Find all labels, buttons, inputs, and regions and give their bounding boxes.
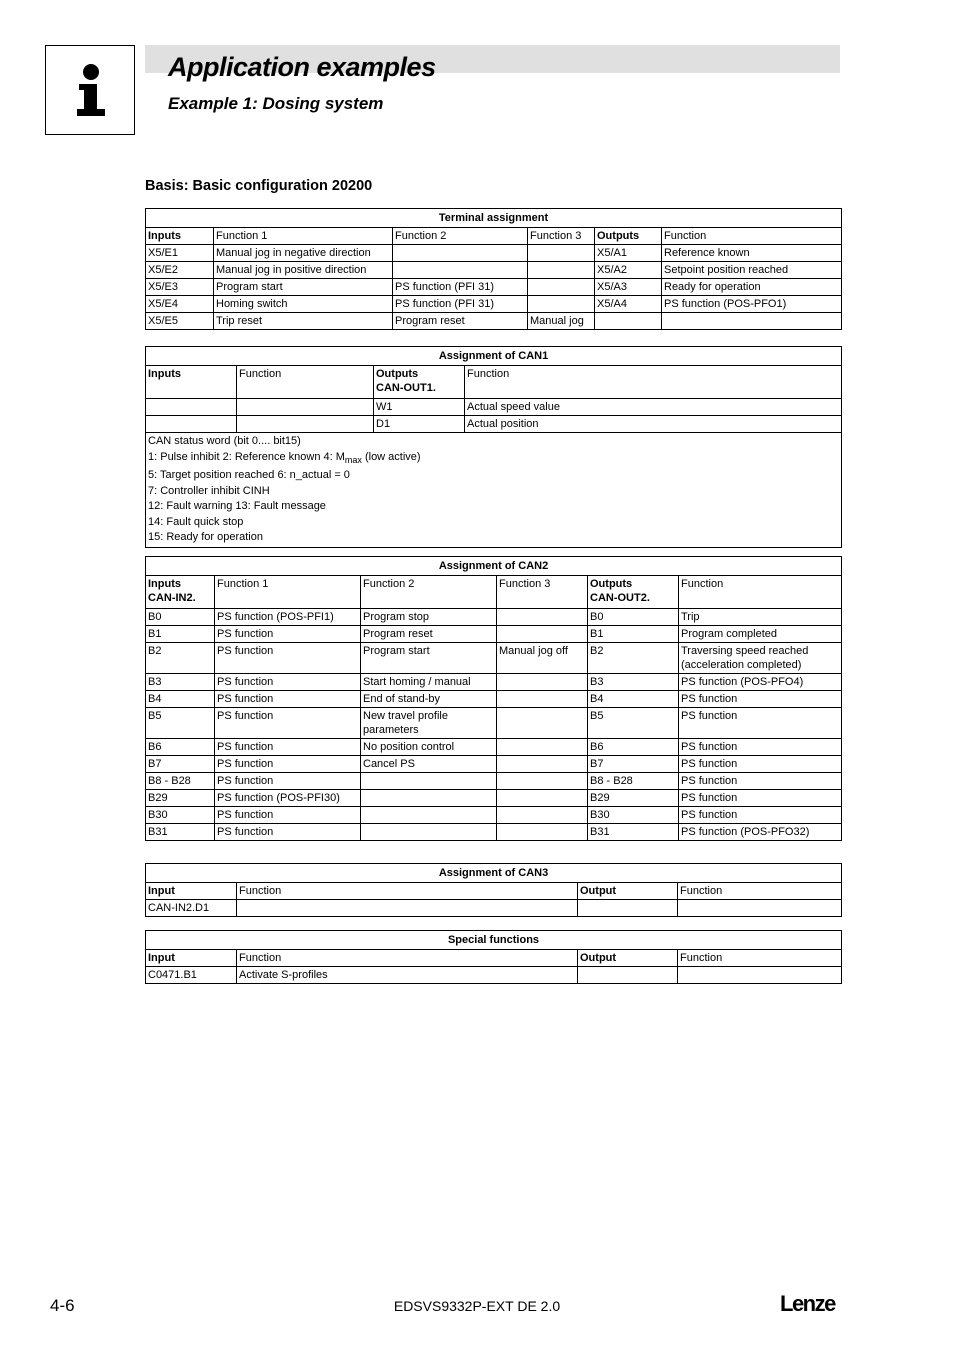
table-cell: PS function (PFI 31) bbox=[393, 279, 528, 296]
table-cell: Homing switch bbox=[214, 296, 393, 313]
table-cell: PS function bbox=[215, 643, 361, 674]
column-header: Function bbox=[237, 950, 578, 967]
table-row bbox=[146, 807, 842, 824]
table-cell: B7 bbox=[146, 756, 215, 773]
table-cell: X5/E5 bbox=[146, 313, 214, 330]
table-cell: PS function (POS-PFO1) bbox=[662, 296, 842, 313]
column-header: Function bbox=[237, 366, 374, 399]
table-cell: B8 - B28 bbox=[588, 773, 679, 790]
table-cell: Trip reset bbox=[214, 313, 393, 330]
column-header: Inputs bbox=[146, 366, 237, 399]
table-row bbox=[146, 279, 842, 296]
column-header: Input bbox=[146, 883, 237, 900]
table-row bbox=[146, 296, 842, 313]
table-row bbox=[146, 416, 842, 433]
table-cell bbox=[678, 967, 842, 984]
column-header: Function 1 bbox=[214, 228, 393, 245]
table-cell: PS function bbox=[679, 691, 842, 708]
table-cell: PS function bbox=[679, 708, 842, 739]
table-cell: Trip bbox=[679, 609, 842, 626]
column-header: Function 3 bbox=[528, 228, 595, 245]
table-row bbox=[146, 609, 842, 626]
page-subtitle: Example 1: Dosing system bbox=[168, 94, 384, 113]
table-cell: B3 bbox=[588, 674, 679, 691]
table-cell bbox=[497, 756, 588, 773]
table-cell bbox=[528, 262, 595, 279]
column-header: Function bbox=[678, 950, 842, 967]
table-cell bbox=[678, 900, 842, 917]
table-cell: Ready for operation bbox=[662, 279, 842, 296]
table-cell: Program reset bbox=[361, 626, 497, 643]
table-cell: End of stand-by bbox=[361, 691, 497, 708]
table-cell: X5/A1 bbox=[595, 245, 662, 262]
can2-assignment-table bbox=[145, 556, 842, 841]
table-cell bbox=[497, 708, 588, 739]
table-cell: B5 bbox=[588, 708, 679, 739]
table-cell bbox=[497, 739, 588, 756]
table-cell bbox=[361, 790, 497, 807]
table-row bbox=[146, 313, 842, 330]
table-cell: B0 bbox=[146, 609, 215, 626]
table-cell: PS function bbox=[679, 790, 842, 807]
table-cell: Actual speed value bbox=[465, 399, 842, 416]
table-cell bbox=[497, 691, 588, 708]
table-cell: B4 bbox=[146, 691, 215, 708]
table-cell: PS function bbox=[679, 756, 842, 773]
table-cell: B7 bbox=[588, 756, 679, 773]
table-cell: X5/E4 bbox=[146, 296, 214, 313]
table-cell bbox=[361, 773, 497, 790]
table-cell: PS function (PFI 31) bbox=[393, 296, 528, 313]
table-cell: Program reset bbox=[393, 313, 528, 330]
column-header: Inputs bbox=[146, 228, 214, 245]
table-cell: New travel profile parameters bbox=[361, 708, 497, 739]
table-cell bbox=[361, 824, 497, 841]
table-cell: PS function bbox=[215, 773, 361, 790]
special-functions-table bbox=[145, 930, 842, 984]
table-cell: B8 - B28 bbox=[146, 773, 215, 790]
table-cell bbox=[578, 900, 678, 917]
table-cell: PS function bbox=[215, 807, 361, 824]
table-cell: B3 bbox=[146, 674, 215, 691]
table-cell: Manual jog in positive direction bbox=[214, 262, 393, 279]
column-header: Output bbox=[578, 950, 678, 967]
table-cell bbox=[497, 790, 588, 807]
column-header: Function 2 bbox=[393, 228, 528, 245]
table-cell bbox=[497, 626, 588, 643]
table-row bbox=[146, 399, 842, 416]
table-cell bbox=[595, 313, 662, 330]
table-cell bbox=[237, 416, 374, 433]
table-cell: PS function bbox=[215, 708, 361, 739]
table-row bbox=[146, 708, 842, 739]
table-cell: PS function bbox=[215, 756, 361, 773]
column-header: Function bbox=[465, 366, 842, 399]
page-number: 4-6 bbox=[50, 1296, 75, 1315]
column-header: Function 1 bbox=[215, 576, 361, 609]
table-cell: PS function bbox=[679, 807, 842, 824]
table-row bbox=[146, 739, 842, 756]
table-cell: B5 bbox=[146, 708, 215, 739]
table-cell: B29 bbox=[146, 790, 215, 807]
table-cell: X5/A4 bbox=[595, 296, 662, 313]
table-cell bbox=[528, 296, 595, 313]
table-cell: CAN-IN2.D1 bbox=[146, 900, 237, 917]
table-row bbox=[146, 790, 842, 807]
table-cell: Traversing speed reached (acceleration completed) bbox=[679, 643, 842, 674]
table-cell: B1 bbox=[146, 626, 215, 643]
table-row bbox=[146, 824, 842, 841]
table-row bbox=[146, 900, 842, 917]
table-cell: X5/E1 bbox=[146, 245, 214, 262]
table-row bbox=[146, 691, 842, 708]
terminal-assignment-table bbox=[145, 208, 842, 330]
table-cell: X5/A3 bbox=[595, 279, 662, 296]
table-cell: PS function bbox=[679, 739, 842, 756]
table-cell: X5/A2 bbox=[595, 262, 662, 279]
table-cell bbox=[578, 967, 678, 984]
table-row bbox=[146, 245, 842, 262]
page-title: Application examples bbox=[168, 52, 436, 82]
table-cell: PS function bbox=[215, 691, 361, 708]
table-cell: W1 bbox=[374, 399, 465, 416]
table-row bbox=[146, 674, 842, 691]
table-cell: PS function (POS-PFO32) bbox=[679, 824, 842, 841]
table-cell: B29 bbox=[588, 790, 679, 807]
can-status-word-cell: CAN status word (bit 0.... bit15) 1: Pulse inhibit 2: Reference known 4: $M_{max}$ (low active) 5: Target position reached 6: n_actual = 0 7: Controller inhibit CINH 12: Fault warning 13: Fault message 14: Fault quick stop 15: Ready for operation bbox=[146, 433, 842, 548]
table-cell: PS function bbox=[215, 626, 361, 643]
column-header: Inputs CAN-IN2. bbox=[146, 576, 215, 609]
table-cell: Start homing / manual bbox=[361, 674, 497, 691]
table-row bbox=[146, 643, 842, 674]
column-header: Outputs CAN-OUT1. bbox=[374, 366, 465, 399]
table-cell bbox=[393, 245, 528, 262]
table-cell bbox=[361, 807, 497, 824]
table-cell: No position control bbox=[361, 739, 497, 756]
table-row bbox=[146, 756, 842, 773]
column-header: Function 2 bbox=[361, 576, 497, 609]
table-caption: Assignment of CAN3 bbox=[146, 864, 842, 883]
table-row bbox=[146, 262, 842, 279]
table-caption: Terminal assignment bbox=[146, 209, 842, 228]
table-cell: PS function bbox=[215, 739, 361, 756]
table-cell: B30 bbox=[588, 807, 679, 824]
table-cell: Manual jog bbox=[528, 313, 595, 330]
table-cell: PS function bbox=[215, 824, 361, 841]
table-cell bbox=[528, 245, 595, 262]
table-caption: Assignment of CAN2 bbox=[146, 557, 842, 576]
column-header: Function bbox=[679, 576, 842, 609]
table-cell bbox=[497, 824, 588, 841]
table-cell: B2 bbox=[588, 643, 679, 674]
column-header: Input bbox=[146, 950, 237, 967]
table-cell: B30 bbox=[146, 807, 215, 824]
table-cell bbox=[146, 399, 237, 416]
can1-assignment-table bbox=[145, 346, 842, 548]
info-icon bbox=[45, 45, 135, 135]
can3-assignment-table bbox=[145, 863, 842, 917]
table-cell bbox=[393, 262, 528, 279]
table-cell: Manual jog off bbox=[497, 643, 588, 674]
lenze-logo: Lenze bbox=[780, 1291, 835, 1316]
column-header: Function 3 bbox=[497, 576, 588, 609]
table-cell: PS function (POS-PFI1) bbox=[215, 609, 361, 626]
table-cell bbox=[528, 279, 595, 296]
table-cell bbox=[497, 773, 588, 790]
table-cell: B6 bbox=[146, 739, 215, 756]
table-cell: D1 bbox=[374, 416, 465, 433]
document-id: EDSVS9332P-EXT DE 2.0 bbox=[393, 1298, 561, 1314]
column-header: Outputs bbox=[595, 228, 662, 245]
table-cell: Program start bbox=[214, 279, 393, 296]
table-cell: Reference known bbox=[662, 245, 842, 262]
table-cell: PS function bbox=[679, 773, 842, 790]
table-cell: B2 bbox=[146, 643, 215, 674]
section-heading: Basis: Basic configuration 20200 bbox=[145, 178, 373, 194]
table-cell bbox=[146, 416, 237, 433]
table-cell: PS function (POS-PFO4) bbox=[679, 674, 842, 691]
column-header: Outputs CAN-OUT2. bbox=[588, 576, 679, 609]
table-cell bbox=[497, 609, 588, 626]
table-cell: B6 bbox=[588, 739, 679, 756]
table-cell: PS function (POS-PFI30) bbox=[215, 790, 361, 807]
table-cell: Setpoint position reached bbox=[662, 262, 842, 279]
table-cell bbox=[497, 807, 588, 824]
table-row bbox=[146, 626, 842, 643]
table-cell bbox=[237, 399, 374, 416]
table-cell: X5/E3 bbox=[146, 279, 214, 296]
table-cell: Manual jog in negative direction bbox=[214, 245, 393, 262]
table-cell: Program completed bbox=[679, 626, 842, 643]
table-cell: Program stop bbox=[361, 609, 497, 626]
table-cell: Program start bbox=[361, 643, 497, 674]
table-cell: Actual position bbox=[465, 416, 842, 433]
table-cell: X5/E2 bbox=[146, 262, 214, 279]
table-cell bbox=[497, 674, 588, 691]
table-cell: C0471.B1 bbox=[146, 967, 237, 984]
table-cell: B31 bbox=[588, 824, 679, 841]
table-cell: B31 bbox=[146, 824, 215, 841]
table-row bbox=[146, 773, 842, 790]
table-caption: Assignment of CAN1 bbox=[146, 347, 842, 366]
table-cell: PS function bbox=[215, 674, 361, 691]
column-header: Output bbox=[578, 883, 678, 900]
table-cell: B1 bbox=[588, 626, 679, 643]
column-header: Function bbox=[678, 883, 842, 900]
table-cell: B0 bbox=[588, 609, 679, 626]
table-caption: Special functions bbox=[146, 931, 842, 950]
table-cell: Cancel PS bbox=[361, 756, 497, 773]
column-header: Function bbox=[662, 228, 842, 245]
table-cell: B4 bbox=[588, 691, 679, 708]
table-cell bbox=[662, 313, 842, 330]
table-cell bbox=[237, 900, 578, 917]
table-cell: Activate S-profiles bbox=[237, 967, 578, 984]
table-row bbox=[146, 967, 842, 984]
column-header: Function bbox=[237, 883, 578, 900]
